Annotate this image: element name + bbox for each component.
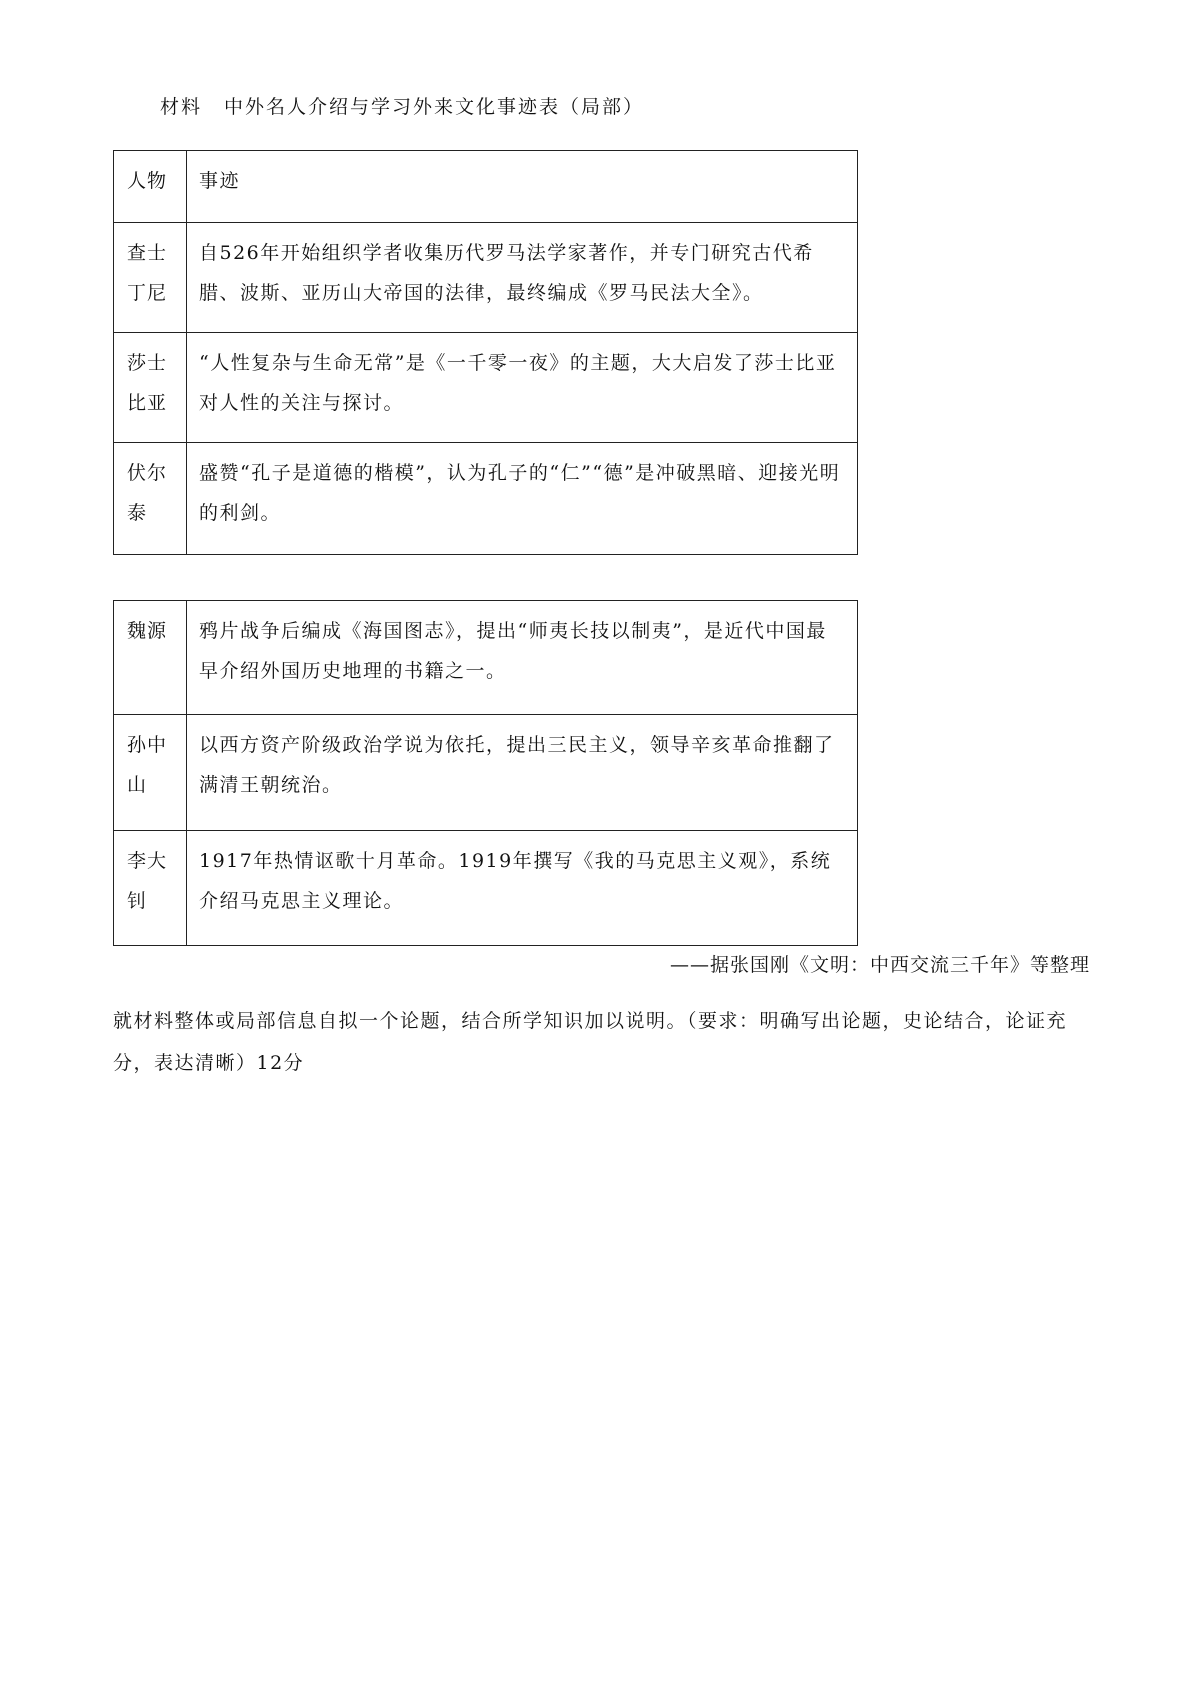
table-row [114, 443, 858, 555]
question-prompt: 就材料整体或局部信息自拟一个论题，结合所学知识加以说明。（要求：明确写出论题，史论结合，论证充分，表达清晰）12分 [113, 1010, 1068, 1074]
row-person: 李大钊 [114, 831, 187, 946]
header-deed: 事迹 [187, 151, 858, 223]
table-row [114, 333, 858, 443]
row-person: 孙中山 [114, 715, 187, 831]
row-deed: “人性复杂与生命无常”是《一千零一夜》的主题，大大启发了莎士比亚对人性的关注与探讨。 [187, 333, 858, 443]
row-person: 莎士比亚 [114, 333, 187, 443]
row-deed: 鸦片战争后编成《海国图志》，提出“师夷长技以制夷”，是近代中国最早介绍外国历史地理的书籍之一。 [187, 601, 858, 715]
header-person: 人物 [114, 151, 187, 223]
row-person: 查士丁尼 [114, 223, 187, 333]
figures-table-part-1 [113, 150, 858, 555]
material-label: 材料 [160, 96, 203, 118]
row-deed: 1917年热情讴歌十月革命。1919年撰写《我的马克思主义观》，系统介绍马克思主义理论。 [187, 831, 858, 946]
row-deed: 盛赞“孔子是道德的楷模”，认为孔子的“仁”“德”是冲破黑暗、迎接光明的利剑。 [187, 443, 858, 555]
material-heading [160, 92, 644, 119]
row-person: 伏尔泰 [114, 443, 187, 555]
table-row [114, 715, 858, 831]
row-person: 魏源 [114, 601, 187, 715]
row-deed: 自526年开始组织学者收集历代罗马法学家著作，并专门研究古代希腊、波斯、亚历山大帝国的法律，最终编成《罗马民法大全》。 [187, 223, 858, 333]
table-row [114, 831, 858, 946]
row-deed: 以西方资产阶级政治学说为依托，提出三民主义，领导辛亥革命推翻了满清王朝统治。 [187, 715, 858, 831]
material-title: 中外名人介绍与学习外来文化事迹表（局部） [224, 96, 645, 118]
table-header-row [114, 151, 858, 223]
table-row [114, 601, 858, 715]
table-row [114, 223, 858, 333]
figures-table-part-2 [113, 600, 858, 946]
source-citation: ——据张国刚《文明：中西交流三千年》等整理 [669, 954, 1090, 976]
